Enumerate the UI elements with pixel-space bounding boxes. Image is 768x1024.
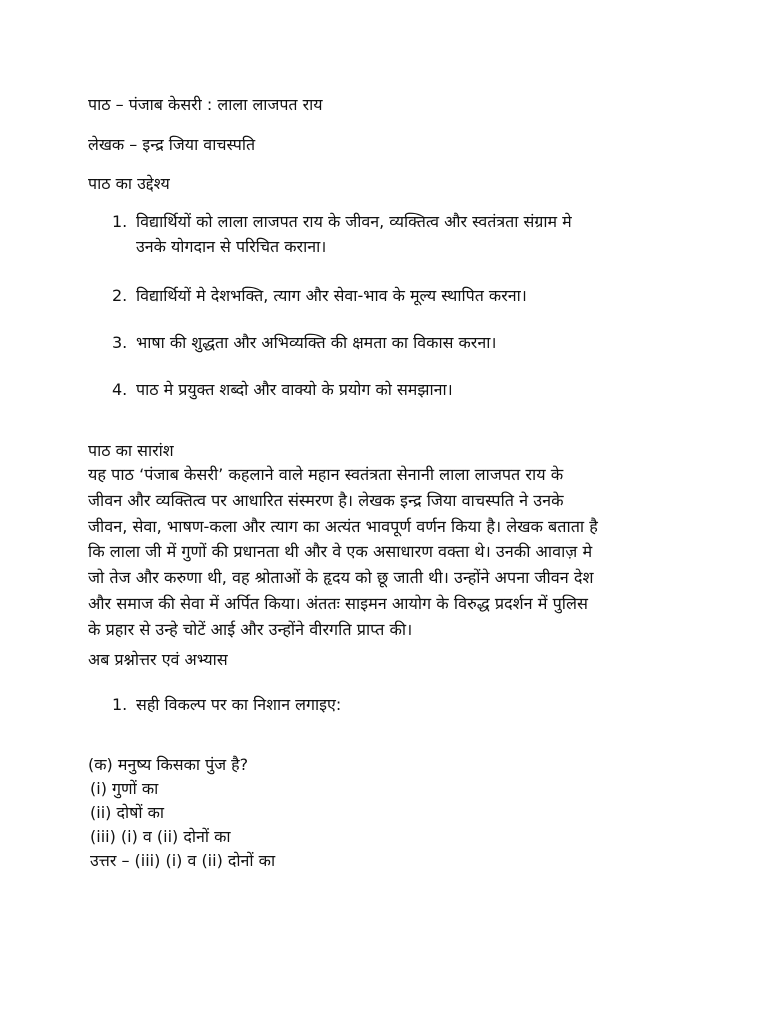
summary-line: जीवन, सेवा, भाषण-कला और त्याग का अत्यंत भावपूर्ण वर्णन किया है। लेखक बताता है bbox=[88, 516, 598, 536]
question-text: (क) मनुष्य किसका पुंज है? bbox=[88, 755, 249, 774]
author-line: लेखक – इन्द्र जिया वाचस्पति bbox=[88, 135, 256, 154]
summary-line: कि लाला जी में गुणों की प्रधानता थी और वे एक असाधारण वक्ता थे। उनकी आवाज़ मे bbox=[88, 542, 593, 562]
summary-line: और समाज की सेवा में अर्पित किया। अंततः साइमन आयोग के विरुद्ध प्रदर्शन में पुलिस bbox=[88, 593, 588, 613]
summary-line: जीवन और व्यक्तित्व पर आधारित संस्मरण है। लेखक इन्द्र जिया वाचस्पति ने उनके bbox=[88, 490, 564, 510]
objective-text: उनके योगदान से परिचित कराना। bbox=[136, 237, 327, 256]
list-number: 4. bbox=[112, 380, 128, 399]
summary-line: के प्रहार से उन्हे चोटें आई और उन्होंने वीरगति प्राप्त की। bbox=[88, 619, 413, 639]
option-item: (i) गुणों का bbox=[90, 779, 159, 798]
objective-heading: पाठ का उद्देश्य bbox=[88, 174, 170, 193]
option-item: (ii) दोषों का bbox=[90, 803, 165, 822]
list-number: 3. bbox=[112, 333, 128, 352]
exercise-heading: अब प्रश्नोत्तर एवं अभ्यास bbox=[88, 650, 228, 669]
summary-paragraph bbox=[88, 462, 680, 643]
list-number: 1. bbox=[112, 695, 128, 714]
summary-line: यह पाठ ‘पंजाब केसरी’ कहलाने वाले महान स्वतंत्रता सेनानी लाला लाजपत राय के bbox=[88, 465, 564, 484]
summary-heading: पाठ का सारांश bbox=[88, 441, 174, 460]
answer-line: उत्तर – (iii) (i) व (ii) दोनों का bbox=[90, 851, 276, 870]
list-number: 1. bbox=[112, 212, 128, 231]
exercise-instruction: सही विकल्प पर का निशान लगाइए: bbox=[136, 695, 342, 714]
list-number: 2. bbox=[112, 286, 128, 305]
objective-text: पाठ मे प्रयुक्त शब्दो और वाक्यो के प्रयोग को समझाना। bbox=[136, 380, 453, 399]
option-item: (iii) (i) व (ii) दोनों का bbox=[90, 827, 231, 846]
objective-text: विद्यार्थियों को लाला लाजपत राय के जीवन, व्यक्तित्व और स्वतंत्रता संग्राम मे bbox=[136, 212, 572, 231]
objective-text: विद्यार्थियों मे देशभक्ति, त्याग और सेवा-भाव के मूल्य स्थापित करना। bbox=[136, 286, 527, 305]
summary-line: जो तेज और करुणा थी, वह श्रोताओं के हृदय को छू जाती थी। उन्होंने अपना जीवन देश bbox=[88, 568, 594, 588]
objective-text: भाषा की शुद्धता और अभिव्यक्ति की क्षमता का विकास करना। bbox=[136, 333, 497, 352]
chapter-title: पाठ – पंजाब केसरी : लाला लाजपत राय bbox=[88, 95, 323, 114]
